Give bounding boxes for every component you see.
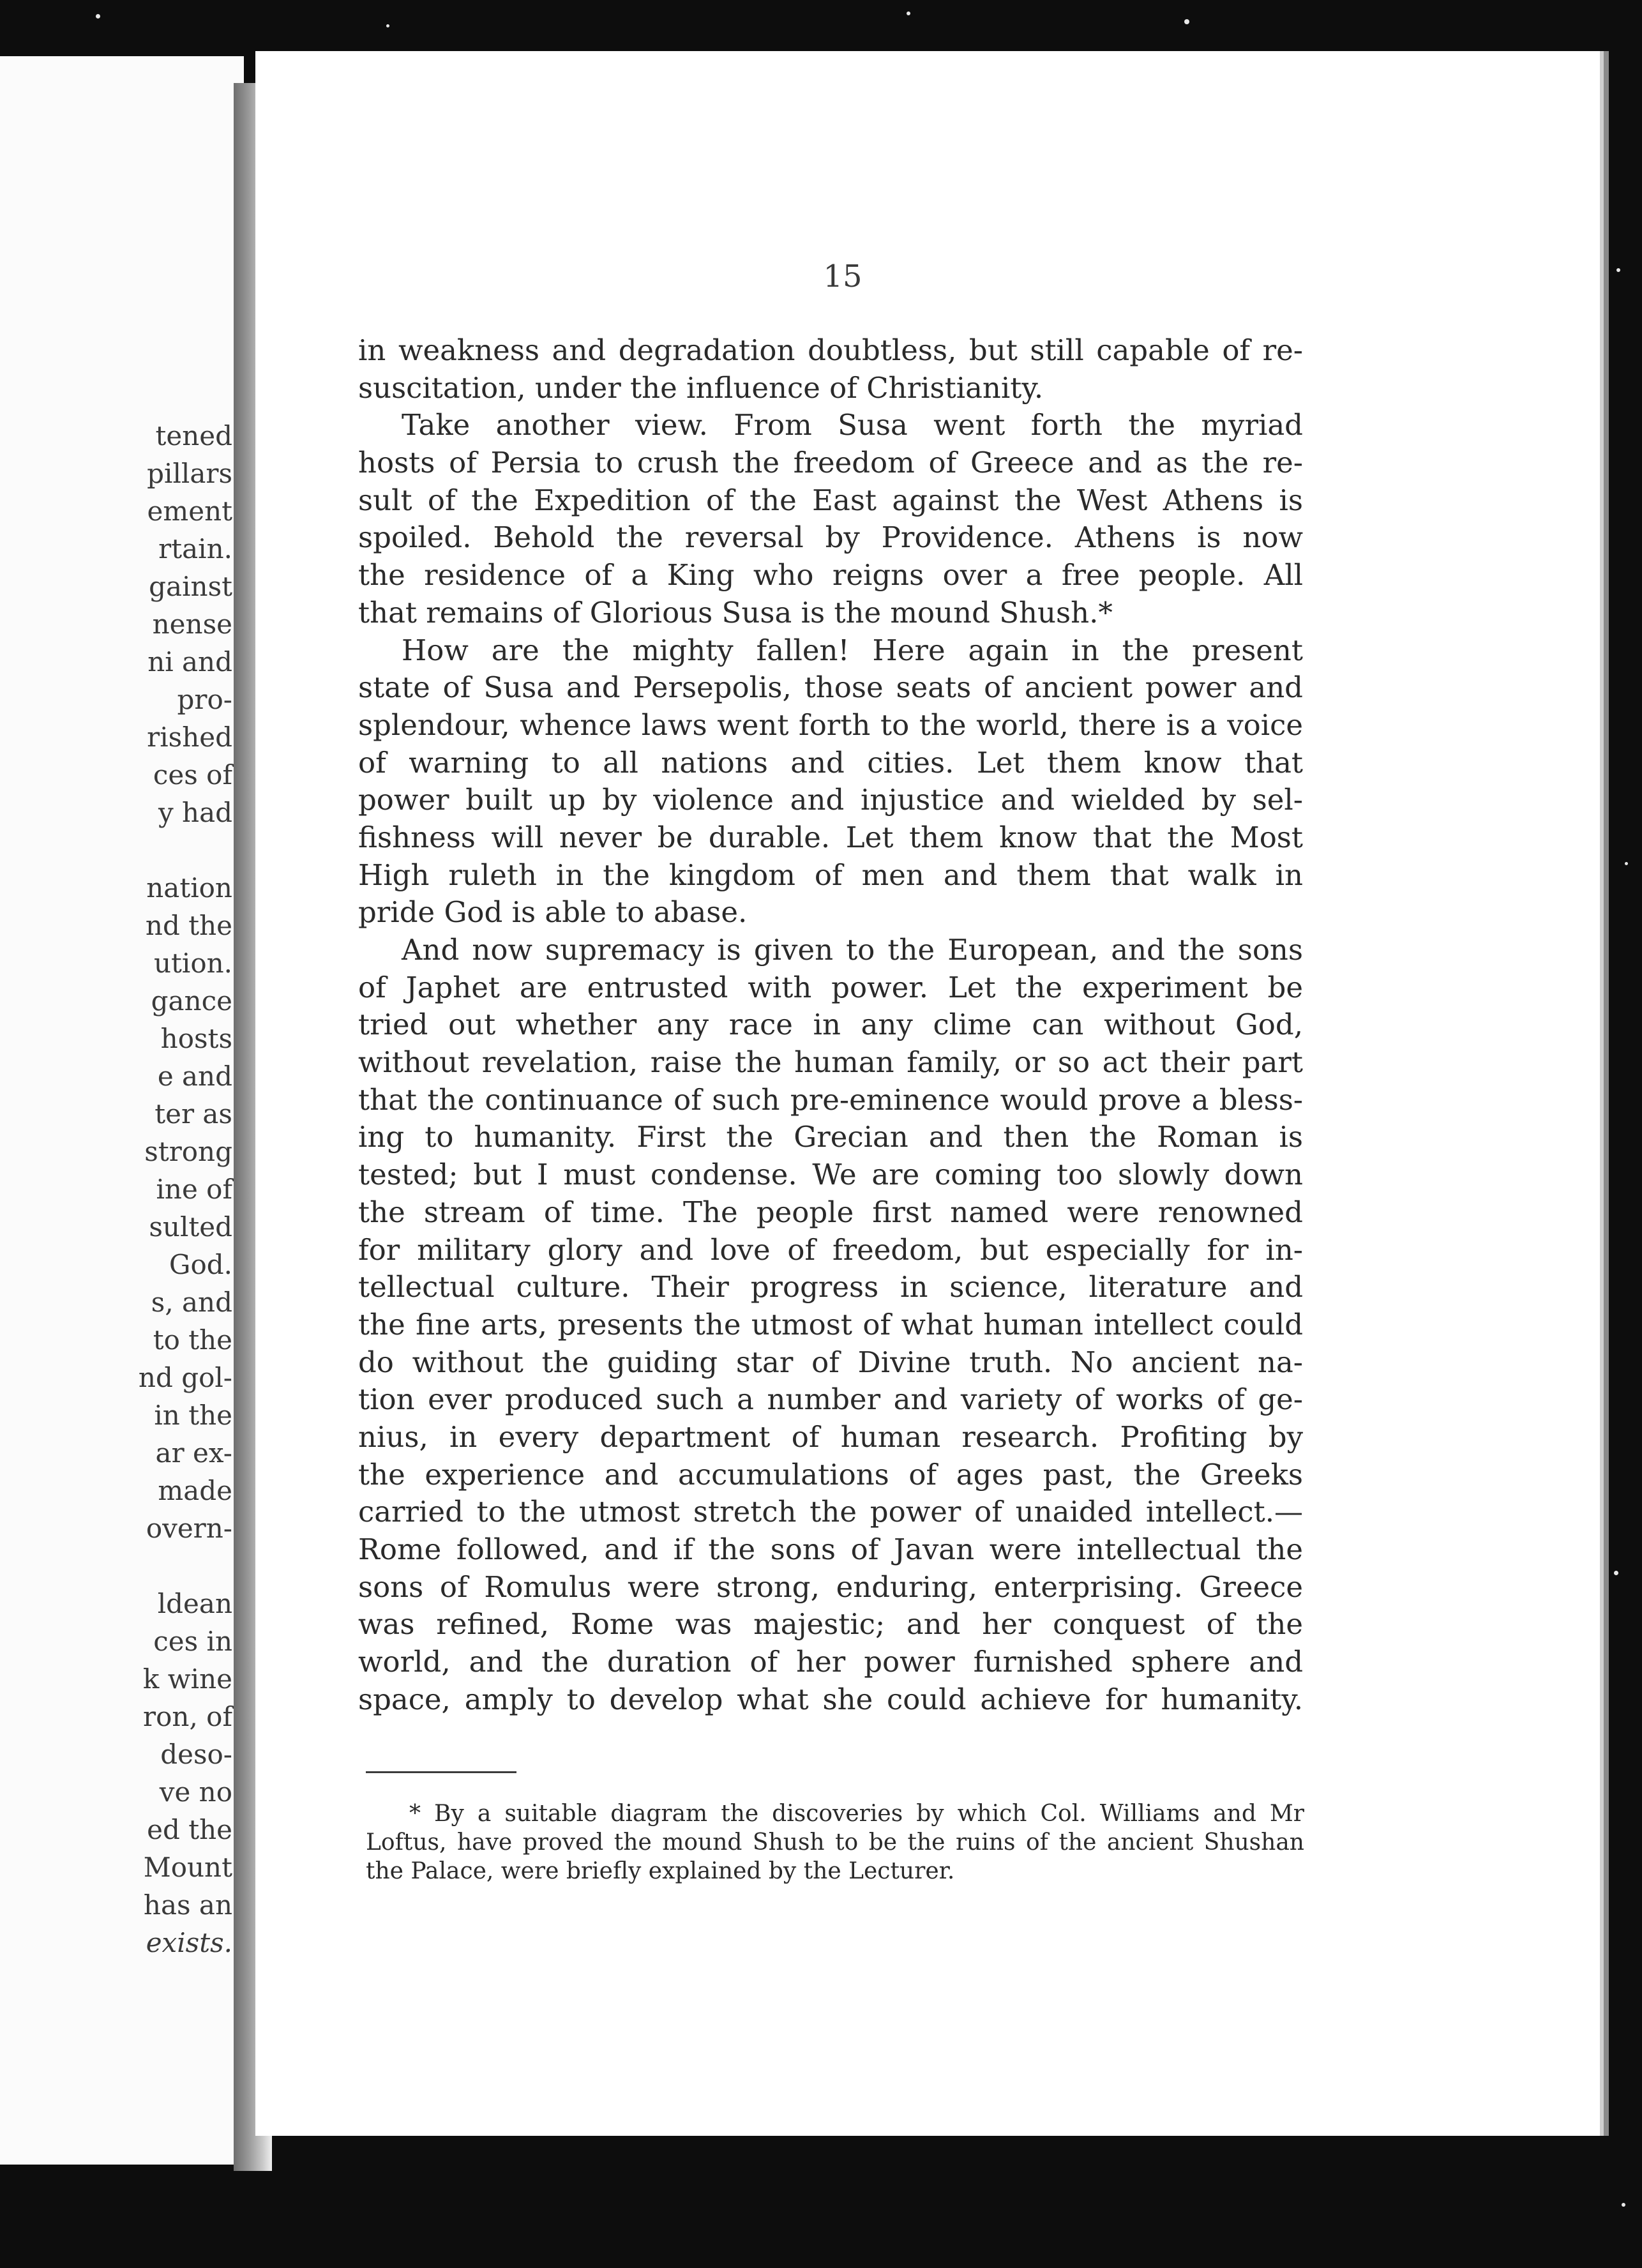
text-line: the residence of a King who reigns over a free people. All	[358, 558, 1303, 593]
text-line: of warning to all nations and cities. Let them know that	[358, 745, 1303, 780]
left-fragment: ces in	[153, 1626, 232, 1657]
text-line: space, amply to develop what she could achieve for humanity.	[358, 1682, 1303, 1716]
left-fragment: nation	[146, 872, 232, 903]
left-fragment: nd gol-	[138, 1362, 232, 1393]
left-fragment: ement	[147, 495, 232, 527]
footnote-divider	[366, 1771, 516, 1773]
text-line: the fine arts, presents the utmost of what human intellect could	[358, 1307, 1303, 1342]
left-fragment: gainst	[149, 571, 232, 602]
text-line: nius, in every department of human research. Profiting by	[358, 1419, 1303, 1454]
left-fragment: k wine	[142, 1663, 232, 1695]
dust-speck	[907, 11, 910, 15]
text-line: was refined, Rome was majestic; and her conquest of the	[358, 1607, 1303, 1642]
dust-speck	[1184, 19, 1189, 24]
left-fragment: God.	[169, 1249, 232, 1280]
left-fragment: ldean	[157, 1588, 232, 1619]
text-line: tellectual culture. Their progress in science, literature and	[358, 1270, 1303, 1304]
text-line: suscitation, under the influence of Christianity.	[358, 370, 1044, 405]
footnote-line: the Palace, were briefly explained by the Lecturer.	[366, 1858, 955, 1884]
text-line: tried out whether any race in any clime can without God,	[358, 1008, 1303, 1042]
text-line: do without the guiding star of Divine truth. No ancient na-	[358, 1345, 1303, 1379]
text-line: world, and the duration of her power furnished sphere and	[358, 1645, 1303, 1679]
left-fragment: sulted	[149, 1211, 232, 1243]
text-line: carried to the utmost stretch the power of unaided intellect.—	[358, 1495, 1303, 1529]
left-fragment: deso-	[160, 1739, 232, 1770]
footnote-line: Loftus, have proved the mound Shush to be the ruins of the ancient Shushan	[366, 1829, 1304, 1856]
left-fragment: ine of	[156, 1174, 232, 1205]
left-fragment: ron, of	[143, 1701, 232, 1732]
text-line: pride God is able to abase.	[358, 895, 748, 930]
text-line: Take another view. From Susa went forth the myriad	[402, 408, 1303, 442]
left-fragment: ed the	[147, 1814, 232, 1845]
footnote	[366, 1799, 1304, 1886]
page-number: 15	[823, 259, 862, 294]
left-fragment: y had	[158, 797, 232, 828]
paragraph-gap	[3, 1547, 232, 1585]
left-fragment: overn-	[146, 1513, 232, 1544]
left-fragment: Mount	[143, 1852, 232, 1883]
text-line: for military glory and love of freedom, but especially for in-	[358, 1232, 1303, 1267]
text-line: the stream of time. The people first named were renowned	[358, 1195, 1303, 1229]
left-fragment: ces of	[153, 759, 232, 790]
left-fragment: to the	[153, 1324, 232, 1356]
text-line: ing to humanity. First the Grecian and then the Roman is	[358, 1120, 1303, 1154]
text-line: state of Susa and Persepolis, those seats of ancient power and	[358, 670, 1303, 705]
text-line: fishness will never be durable. Let them know that the Most	[358, 820, 1303, 854]
text-line: sult of the Expedition of the East against the West Athens is	[358, 483, 1303, 517]
dust-speck	[1622, 2203, 1625, 2207]
left-fragment: made	[158, 1475, 232, 1506]
left-fragment: ar ex-	[155, 1437, 232, 1469]
left-fragment: rtain.	[158, 533, 232, 564]
left-page	[0, 56, 244, 2165]
left-fragment: e and	[157, 1061, 232, 1092]
dust-speck	[1616, 268, 1620, 272]
paragraph-gap	[3, 831, 232, 869]
dust-speck	[1614, 1571, 1618, 1575]
text-line: power built up by violence and injustice and wielded by sel-	[358, 783, 1303, 817]
text-line: that remains of Glorious Susa is the mound Shush.*	[358, 595, 1113, 630]
left-page-text-fragments	[3, 417, 232, 1962]
text-line: that the continuance of such pre-eminence would prove a bless-	[358, 1082, 1303, 1117]
text-line: Rome followed, and if the sons of Javan were intellectual the	[358, 1532, 1303, 1566]
left-fragment: pro-	[177, 684, 232, 715]
left-fragment: exists.	[146, 1927, 232, 1958]
text-line: tion ever produced such a number and variety of works of ge-	[358, 1382, 1303, 1417]
text-line: of Japhet are entrusted with power. Let the experiment be	[358, 970, 1303, 1004]
text-line: How are the mighty fallen! Here again in the present	[402, 633, 1303, 667]
text-line: the experience and accumulations of ages past, the Greeks	[358, 1457, 1303, 1492]
left-fragment: rished	[147, 722, 232, 753]
dust-speck	[1625, 862, 1628, 865]
left-fragment: tened	[155, 420, 232, 451]
text-line: spoiled. Behold the reversal by Providence. Athens is now	[358, 520, 1303, 555]
text-line: hosts of Persia to crush the freedom of Greece and as the re-	[358, 446, 1303, 480]
left-fragment: ution.	[153, 948, 232, 979]
left-fragment: hosts	[160, 1023, 232, 1054]
left-fragment: pillars	[147, 458, 232, 489]
left-fragment: s, and	[151, 1287, 232, 1318]
dust-speck	[96, 14, 100, 19]
left-fragment: has an	[143, 1889, 232, 1921]
text-line: And now supremacy is given to the European, and the sons	[402, 933, 1303, 967]
body-text	[358, 332, 1303, 1718]
left-fragment: strong	[144, 1136, 232, 1167]
dust-speck	[386, 24, 389, 27]
text-line: in weakness and degradation doubtless, but still capable of re-	[358, 333, 1303, 367]
text-line: tested; but I must condense. We are coming too slowly down	[358, 1158, 1303, 1192]
left-fragment: in the	[154, 1400, 232, 1431]
left-fragment: gance	[151, 985, 232, 1017]
left-fragment: ve no	[159, 1776, 232, 1808]
left-fragment: nense	[152, 609, 232, 640]
left-fragment: nd the	[145, 910, 232, 941]
left-fragment: ni and	[147, 646, 232, 677]
left-fragment: ter as	[154, 1098, 232, 1130]
footnote-line: * By a suitable diagram the discoveries by which Col. Williams and Mr	[409, 1801, 1304, 1827]
text-line: without revelation, raise the human family, or so act their part	[358, 1045, 1303, 1080]
text-line: splendour, whence laws went forth to the world, there is a voice	[358, 707, 1303, 742]
text-line: High ruleth in the kingdom of men and them that walk in	[358, 858, 1303, 892]
text-line: sons of Romulus were strong, enduring, enterprising. Greece	[358, 1569, 1303, 1604]
